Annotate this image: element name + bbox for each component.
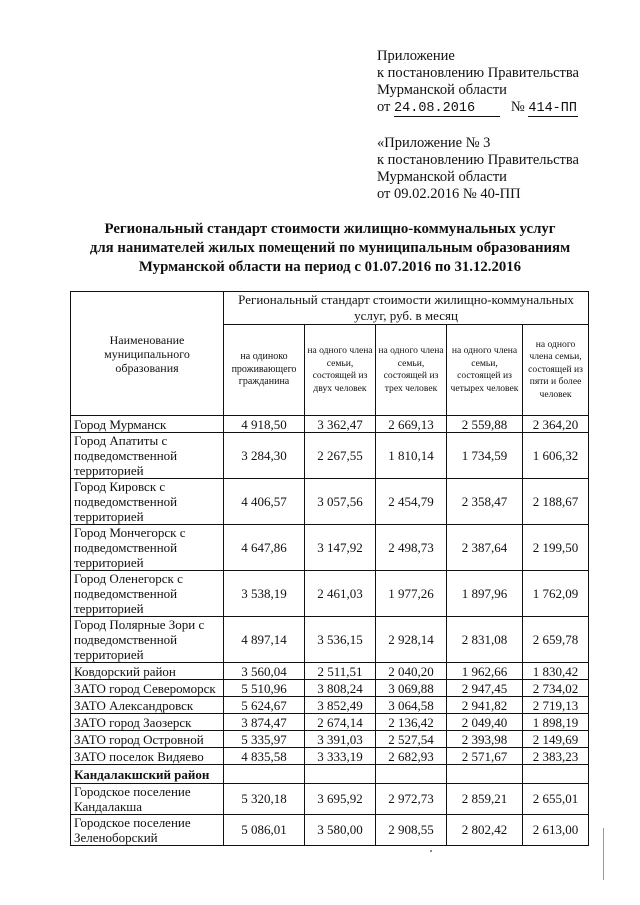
appendix3-line: «Приложение № 3: [377, 135, 491, 151]
table-row: [71, 784, 589, 815]
cost-value: 3 538,19: [224, 571, 305, 617]
municipality-name: Город Апатиты с подведомственной территорией: [71, 433, 224, 479]
table-row: [71, 617, 589, 663]
cost-value: 2 655,01: [523, 784, 589, 815]
empty-cell: [376, 765, 447, 784]
section-title: Кандалакшский район: [71, 765, 224, 784]
column-header: на одного члена семьи, состоящей из пяти и более человек: [523, 325, 589, 416]
column-header: на одного члена семьи, состоящей из четырех человек: [447, 325, 523, 416]
cost-value: 1 734,59: [447, 433, 523, 479]
cost-value: 4 647,86: [224, 525, 305, 571]
cost-value: 3 874,47: [224, 714, 305, 731]
municipality-name: ЗАТО город Заозерск: [71, 714, 224, 731]
table-row: [71, 714, 589, 731]
cost-value: 5 624,67: [224, 697, 305, 714]
cost-value: 3 362,47: [305, 416, 376, 433]
municipality-name: Город Мончегорск с подведомственной территорией: [71, 525, 224, 571]
appendix-block: [377, 48, 579, 203]
cost-value: 4 835,58: [224, 748, 305, 765]
cost-value: 2 659,78: [523, 617, 589, 663]
cost-value: 2 149,69: [523, 731, 589, 748]
cost-value: 3 560,04: [224, 663, 305, 680]
table-row: [71, 731, 589, 748]
cost-value: 3 069,88: [376, 680, 447, 697]
header-group: Региональный стандарт стоимости жилищно-коммунальных услуг, руб. в месяц: [224, 292, 589, 325]
appendix-date-line: [377, 99, 579, 117]
cost-value: 1 977,26: [376, 571, 447, 617]
cost-value: 2 358,47: [447, 479, 523, 525]
cost-value: 2 908,55: [376, 815, 447, 846]
cost-value: 5 086,01: [224, 815, 305, 846]
cost-value: 3 852,49: [305, 697, 376, 714]
title-line: для нанимателей жилых помещений по муниципальным образованиям: [89, 240, 571, 256]
municipality-name: ЗАТО город Островной: [71, 731, 224, 748]
section-row: [71, 765, 589, 784]
cost-value: 2 669,13: [376, 416, 447, 433]
title-line: Мурманской области на период с 01.07.2016 по 31.12.2016: [138, 259, 522, 275]
cost-value: 2 454,79: [376, 479, 447, 525]
cost-value: 2 040,20: [376, 663, 447, 680]
column-header: на одиноко проживающего гражданина: [224, 325, 305, 416]
table-row: [71, 479, 589, 525]
municipality-name: Город Кировск с подведомственной территорией: [71, 479, 224, 525]
appendix3-line: к постановлению Правительства: [377, 152, 579, 168]
table-row: [71, 680, 589, 697]
empty-cell: [305, 765, 376, 784]
appendix-line: Приложение: [377, 48, 455, 64]
cost-value: 2 972,73: [376, 784, 447, 815]
cost-standard-table: [70, 291, 589, 846]
municipality-name: ЗАТО поселок Видяево: [71, 748, 224, 765]
municipality-name: ЗАТО город Североморск: [71, 680, 224, 697]
cost-value: 2 188,67: [523, 479, 589, 525]
empty-cell: [523, 765, 589, 784]
cost-value: 2 387,64: [447, 525, 523, 571]
cost-value: 5 510,96: [224, 680, 305, 697]
appendix3-line: от 09.02.2016 № 40-ПП: [377, 186, 521, 202]
cost-value: 3 695,92: [305, 784, 376, 815]
cost-value: 1 962,66: [447, 663, 523, 680]
table-row: [71, 815, 589, 846]
table-row: [71, 697, 589, 714]
cost-value: 3 147,92: [305, 525, 376, 571]
cost-value: 2 136,42: [376, 714, 447, 731]
cost-value: 2 461,03: [305, 571, 376, 617]
scan-dot: [430, 850, 432, 852]
margin-line: [603, 828, 604, 880]
cost-value: 3 580,00: [305, 815, 376, 846]
municipality-name: ЗАТО Александровск: [71, 697, 224, 714]
table-row: [71, 663, 589, 680]
municipality-name: Город Полярные Зори с подведомственной территорией: [71, 617, 224, 663]
cost-value: 5 320,18: [224, 784, 305, 815]
municipality-name: Ковдорский район: [71, 663, 224, 680]
table-row: [71, 571, 589, 617]
date-prefix: от: [377, 99, 391, 115]
table-row: [71, 433, 589, 479]
appendix-line: к постановлению Правительства: [377, 65, 579, 81]
appendix-line: Мурманской области: [377, 82, 507, 98]
cost-value: 3 808,24: [305, 680, 376, 697]
empty-cell: [224, 765, 305, 784]
cost-value: 2 859,21: [447, 784, 523, 815]
cost-value: 5 335,97: [224, 731, 305, 748]
cost-value: 2 941,82: [447, 697, 523, 714]
cost-value: 2 559,88: [447, 416, 523, 433]
column-header: на одного члена семьи, состоящей из двух человек: [305, 325, 376, 416]
cost-value: 2 527,54: [376, 731, 447, 748]
table-row: [71, 525, 589, 571]
decree-date: 24.08.2016: [394, 101, 500, 117]
title-line: Региональный стандарт стоимости жилищно-коммунальных услуг: [104, 221, 556, 237]
cost-value: 1 897,96: [447, 571, 523, 617]
document-title: [60, 220, 600, 277]
cost-value: 1 606,32: [523, 433, 589, 479]
cost-value: 2 682,93: [376, 748, 447, 765]
cost-value: 3 057,56: [305, 479, 376, 525]
cost-value: 2 383,23: [523, 748, 589, 765]
cost-value: 2 674,14: [305, 714, 376, 731]
cost-value: 2 613,00: [523, 815, 589, 846]
cost-value: 2 267,55: [305, 433, 376, 479]
cost-value: 2 364,20: [523, 416, 589, 433]
table-row: [71, 416, 589, 433]
table-row: [71, 748, 589, 765]
cost-value: 2 928,14: [376, 617, 447, 663]
cost-value: 1 898,19: [523, 714, 589, 731]
cost-value: 1 810,14: [376, 433, 447, 479]
municipality-name: Город Оленегорск с подведомственной территорией: [71, 571, 224, 617]
decree-number: 414-ПП: [528, 101, 577, 116]
cost-value: 2 947,45: [447, 680, 523, 697]
cost-value: 2 049,40: [447, 714, 523, 731]
cost-value: 3 536,15: [305, 617, 376, 663]
cost-value: 2 393,98: [447, 731, 523, 748]
number-prefix: №: [510, 99, 525, 115]
municipality-name: Город Мурманск: [71, 416, 224, 433]
municipality-name: Городское поселение Зеленоборский: [71, 815, 224, 846]
cost-value: 3 284,30: [224, 433, 305, 479]
cost-value: 2 511,51: [305, 663, 376, 680]
cost-value: 2 719,13: [523, 697, 589, 714]
cost-value: 3 391,03: [305, 731, 376, 748]
cost-value: 2 734,02: [523, 680, 589, 697]
cost-value: 2 498,73: [376, 525, 447, 571]
header-municipality: Наименование муниципального образования: [71, 292, 224, 416]
cost-value: 4 406,57: [224, 479, 305, 525]
cost-value: 3 064,58: [376, 697, 447, 714]
cost-value: 2 571,67: [447, 748, 523, 765]
cost-value: 1 762,09: [523, 571, 589, 617]
municipality-name: Городское поселение Кандалакша: [71, 784, 224, 815]
column-header: на одного члена семьи, состоящей из трех человек: [376, 325, 447, 416]
empty-cell: [447, 765, 523, 784]
appendix3-line: Мурманской области: [377, 169, 507, 185]
cost-value: 1 830,42: [523, 663, 589, 680]
cost-value: 2 199,50: [523, 525, 589, 571]
cost-value: 2 802,42: [447, 815, 523, 846]
cost-value: 4 897,14: [224, 617, 305, 663]
cost-value: 3 333,19: [305, 748, 376, 765]
cost-value: 2 831,08: [447, 617, 523, 663]
cost-value: 4 918,50: [224, 416, 305, 433]
